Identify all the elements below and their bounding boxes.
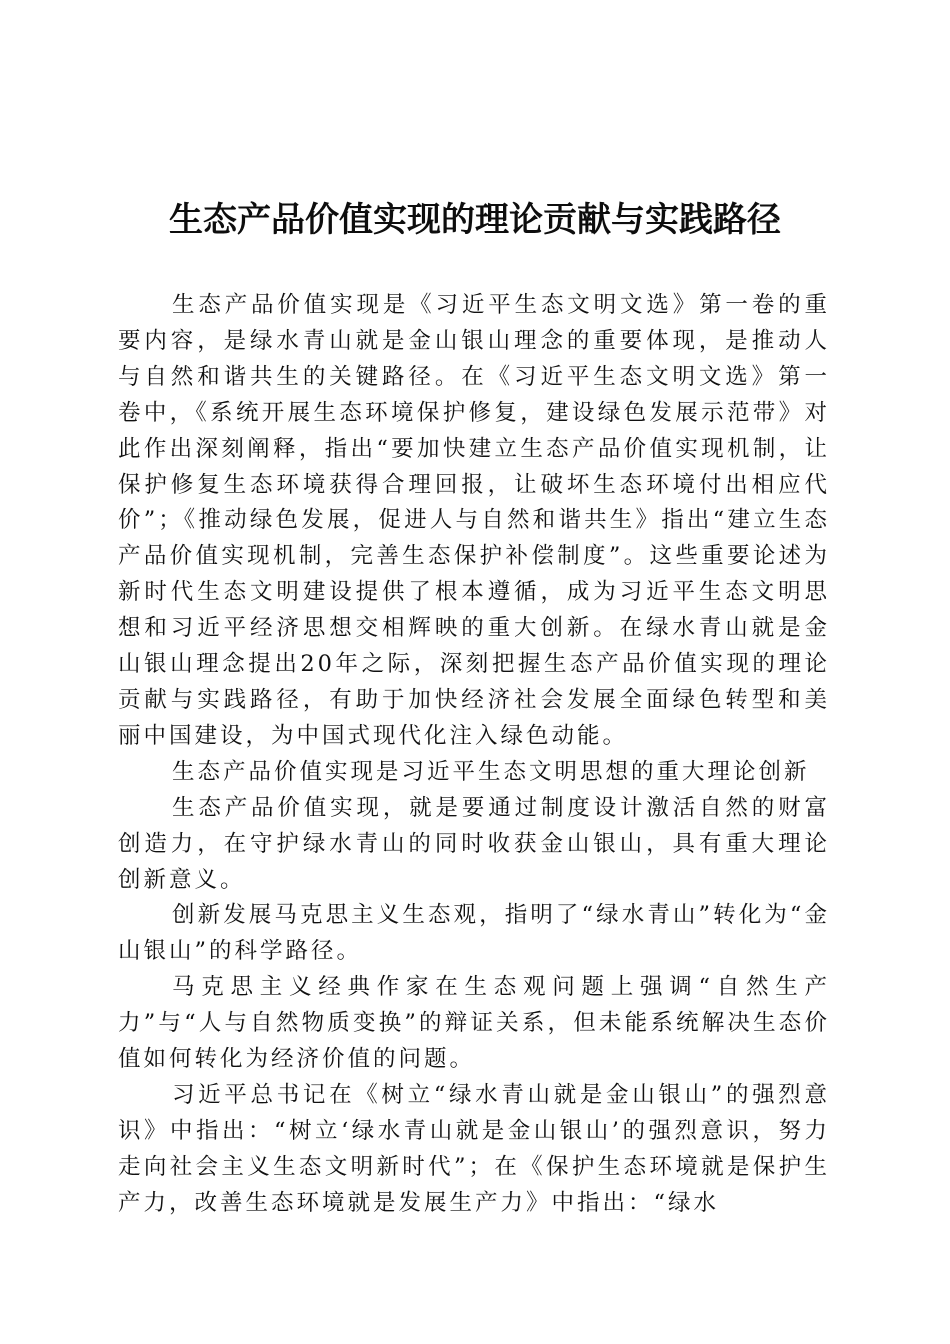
paragraph-marxist-ecology: 创新发展马克思主义生态观，指明了“绿水青山”转化为“金山银山”的科学路径。 [118, 902, 830, 965]
paragraph-intro: 生态产品价值实现是《习近平生态文明文选》第一卷的重要内容，是绿水青山就是金山银山理念的重要体现，是推动人与自然和谐共生的关键路径。在《习近平生态文明文选》第一卷中，《系统开展生态环境保护修复，建设绿色发展示范带》对此作出深刻阐释，指出“要加快建立生态产品价值实现机制，让保护修复生态环境获得合理回报，让破坏生态环境付出相应代价”；《推动绿色发展，促进人与自然和谐共生》指出“建立生态产品价值实现机制，完善生态保护补偿制度”。这些重要论述为新时代生态文明建设提供了根本遵循，成为习近平生态文明思想和习近平经济思想交相辉映的重大创新。在绿水青山就是金山银山理念提出20年之际，深刻把握生态产品价值实现的理论贡献与实践路径，有助于加快经济社会发展全面绿色转型和美丽中国建设，为中国式现代化注入绿色动能。 [118, 292, 830, 749]
document-title: 生态产品价值实现的理论贡献与实践路径 [169, 200, 781, 240]
section-heading-theory-innovation: 生态产品价值实现是习近平生态文明思想的重大理论创新 [172, 758, 810, 785]
paragraph-classical-writers: 马克思主义经典作家在生态观问题上强调“自然生产力”与“人与自然物质变换”的辩证关系，但未能系统解决生态价值如何转化为经济价值的问题。 [118, 974, 830, 1073]
document-body [118, 288, 830, 1222]
paragraph-xi-quotes: 习近平总书记在《树立“绿水青山就是金山银山”的强烈意识》中指出：“树立‘绿水青山就是金山银山’的强烈意识，努力走向社会主义生态文明新时代”；在《保护生态环境就是保护生产力，改善生态环境就是发展生产力》中指出：“绿水 [118, 1081, 830, 1216]
paragraph-theory-significance: 生态产品价值实现，就是要通过制度设计激活自然的财富创造力，在守护绿水青山的同时收获金山银山，具有重大理论创新意义。 [118, 794, 830, 893]
